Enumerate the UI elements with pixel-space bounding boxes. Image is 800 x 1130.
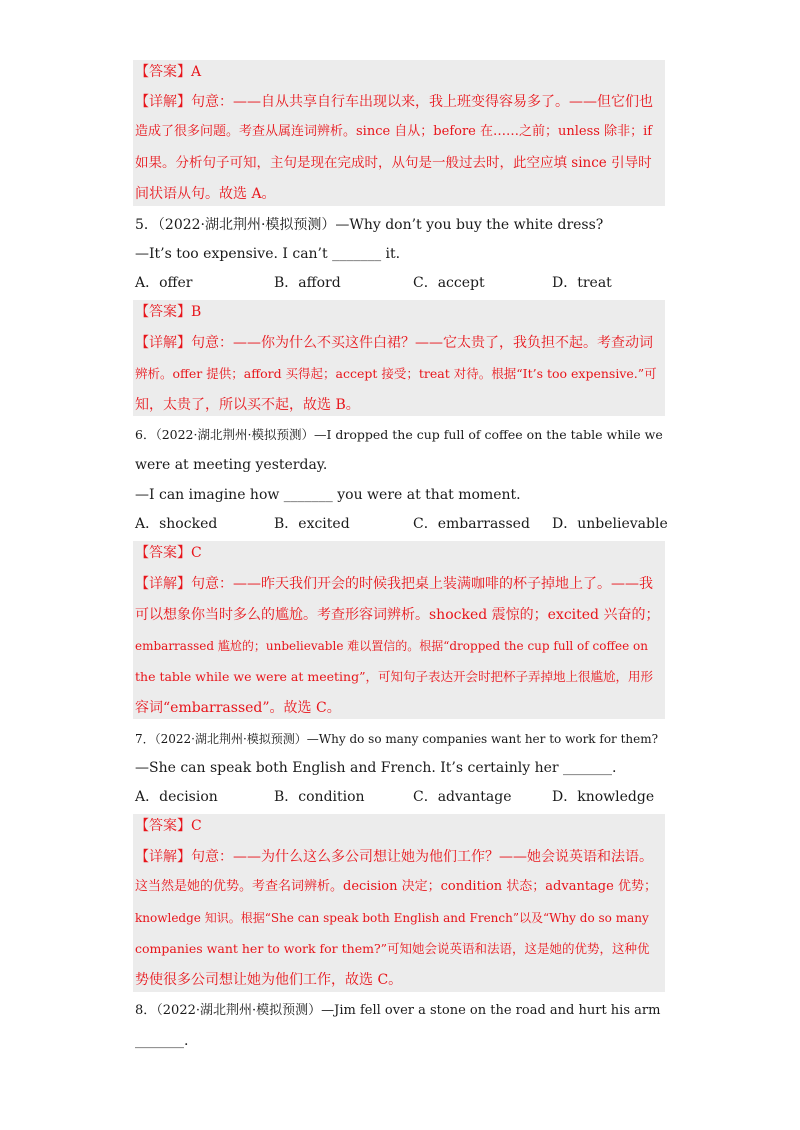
question-stem-q6: were at meeting yesterday. xyxy=(135,457,328,473)
question-stem-q7: —She can speak both English and French. It’s certainly her _______. xyxy=(135,760,617,776)
detail-line: 【详解】句意：——昨天我们开会的时候我把桌上装满咖啡的杯子掉地上了。——我 xyxy=(135,576,653,592)
detail-line: embarrassed 尴尬的；unbelievable 难以置信的。根据“dropped the cup full of coffee on xyxy=(135,639,648,653)
question-stem-q5: 5．（2022·湖北荆州·模拟预测）—Why don’t you buy the white dress? xyxy=(135,217,604,233)
answer-box-q7 xyxy=(133,814,665,992)
detail-line: 间状语从句。故选 A。 xyxy=(135,186,276,202)
question-stem-q7: 7．（2022·湖北荆州·模拟预测）—Why do so many companies want her to work for them? xyxy=(135,732,659,746)
option-b-q7: B．condition xyxy=(274,789,365,805)
option-a-q5: A．offer xyxy=(135,275,193,291)
question-stem-q6: 6．（2022·湖北荆州·模拟预测）—I dropped the cup full of coffee on the table while we xyxy=(135,427,663,442)
answer-label-q4: 【答案】A xyxy=(135,64,202,80)
detail-line: 如果。分析句子可知，主句是现在完成时，从句是一般过去时，此空应填 since 引导时 xyxy=(135,155,652,171)
detail-line: 辨析。offer 提供；afford 买得起；accept 接受；treat 对待。根据“It’s too expensive.”可 xyxy=(135,366,657,381)
answer-label-q7: 【答案】C xyxy=(135,818,202,834)
detail-line: 知，太贵了，所以买不起，故选 B。 xyxy=(135,397,360,413)
detail-line: 造成了很多问题。考查从属连词辨析。since 自从；before 在……之前；unless 除非；if xyxy=(135,124,653,139)
option-d-q7: D．knowledge xyxy=(552,789,655,805)
answer-label-q5: 【答案】B xyxy=(135,304,202,320)
detail-line: companies want her to work for them?”可知她会说英语和法语，这是她的优势，这种优 xyxy=(135,941,650,956)
question-stem-q8: _______. xyxy=(135,1033,189,1049)
option-c-q6: C．embarrassed xyxy=(413,516,530,532)
detail-line: 容词“embarrassed”。故选 C。 xyxy=(135,700,341,716)
detail-line: 【详解】句意：——你为什么不买这件白裙？——它太贵了，我负担不起。考查动词 xyxy=(135,335,653,351)
answer-box-q6 xyxy=(133,541,665,719)
detail-line: 势使很多公司想让她为他们工作，故选 C。 xyxy=(135,972,403,988)
question-stem-q6: —I can imagine how _______ you were at that moment. xyxy=(135,487,521,503)
question-stem-q8: 8．（2022·湖北荆州·模拟预测）—Jim fell over a stone on the road and hurt his arm xyxy=(135,1003,661,1018)
option-d-q5: D．treat xyxy=(552,275,612,291)
detail-line: 【详解】句意：——为什么这么多公司想让她为他们工作？——她会说英语和法语。 xyxy=(135,849,653,865)
detail-line: 【详解】句意：——自从共享自行车出现以来，我上班变得容易多了。——但它们也 xyxy=(135,94,653,110)
option-a-q6: A．shocked xyxy=(135,516,218,532)
detail-line: knowledge 知识。根据“She can speak both English and French”以及“Why do so many xyxy=(135,911,649,925)
option-c-q5: C．accept xyxy=(413,275,485,291)
detail-line: 这当然是她的优势。考查名词辨析。decision 决定；condition 状态；advantage 优势； xyxy=(135,879,657,894)
question-stem-q5: —It’s too expensive. I can’t _______ it. xyxy=(135,246,401,262)
detail-line: the table while we were at meeting”，可知句子表达开会时把杯子弄掉地上很尴尬，用形 xyxy=(135,669,653,684)
option-c-q7: C．advantage xyxy=(413,789,512,805)
option-d-q6: D．unbelievable xyxy=(552,516,668,532)
option-a-q7: A．decision xyxy=(135,789,218,805)
answer-label-q6: 【答案】C xyxy=(135,545,202,561)
option-b-q6: B．excited xyxy=(274,516,350,532)
option-b-q5: B．afford xyxy=(274,275,341,291)
detail-line: 可以想象你当时多么的尴尬。考查形容词辨析。shocked 震惊的；excited 兴奋的； xyxy=(135,607,660,623)
